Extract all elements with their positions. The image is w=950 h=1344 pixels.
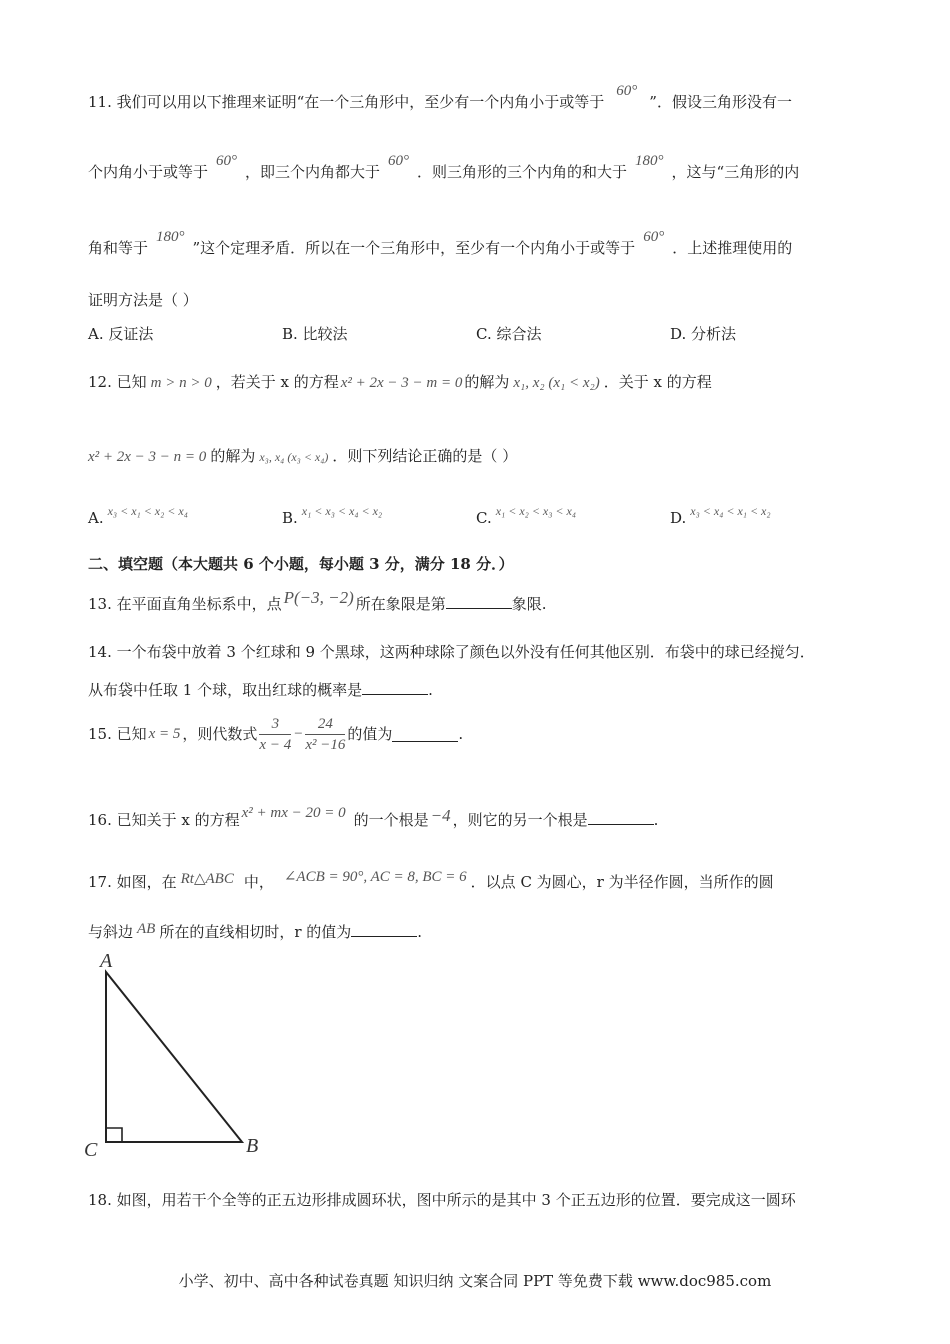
fraction (305, 714, 345, 755)
math-expr: Rt△ABC (180, 871, 234, 887)
option-label: B. (282, 509, 298, 527)
q11-option-d: D. 分析法 (670, 325, 737, 343)
option-label: A. (88, 509, 104, 527)
q14-line-2 (88, 680, 433, 700)
answer-blank[interactable] (588, 810, 654, 825)
q15-line (88, 712, 463, 755)
math-expr: x = 5 (148, 726, 181, 742)
q17-line-2 (88, 922, 422, 943)
q17-line-1 (88, 869, 774, 893)
q17-text: 与斜边 (88, 923, 134, 941)
q12-text: 12. 已知 (88, 373, 147, 391)
math-angle: 60° (616, 83, 638, 99)
q11-text: ”这个定理矛盾．所以在一个三角形中，至少有一个内角小于或等于 (192, 239, 636, 257)
q12-text: ．则下列结论正确的是（ ） (332, 447, 518, 465)
math-expr: m > n > 0 (150, 375, 212, 391)
q12-line-1 (88, 372, 712, 393)
q11-option-b: B. 比较法 (282, 325, 348, 343)
fraction-numerator: 24 (305, 714, 345, 735)
answer-blank[interactable] (362, 680, 428, 695)
fraction-denominator: x − 4 (259, 736, 292, 753)
q16-text: 16. 已知关于 x 的方程 (88, 811, 240, 829)
triangle-figure (80, 948, 280, 1168)
q11-text: ，这与“三角形的内 (671, 163, 800, 181)
q11-line-1 (88, 83, 792, 113)
q11-text: ”．假设三角形没有一 (649, 93, 792, 111)
q12-text: 的解为 (210, 447, 256, 465)
triangle-abc (106, 972, 242, 1142)
q11-text: 11. 我们可以用以下推理来证明“在一个三角形中，至少有一个内角小于或等于 (88, 93, 605, 111)
q14-text: 从布袋中任取 1 个球，取出红球的概率是 (88, 681, 363, 699)
math-angle: 60° (216, 153, 238, 169)
q18-line-1: 18. 如图，用若干个全等的正五边形排成圆环状，图中所示的是其中 3 个正五边形的位置．要完成这一圆环 (88, 1191, 796, 1209)
q13-text: 13. 在平面直角坐标系中，点 (88, 595, 282, 613)
math-angle: 60° (388, 153, 410, 169)
answer-blank[interactable] (446, 594, 512, 609)
math-expr: x² + 2x − 3 − m = 0 (340, 375, 463, 391)
q15-text: 的值为 (347, 725, 393, 743)
q11-line-2 (88, 153, 800, 183)
q16-text: . (653, 811, 659, 829)
option-label: D. (670, 509, 687, 527)
q12-option-d (670, 500, 771, 527)
q17-text: ．以点 C 为圆心，r 为半径作圆，当所作的圆 (470, 873, 774, 891)
math-expr: P(−3, −2) (283, 588, 354, 607)
q11-option-a: A. 反证法 (88, 325, 154, 343)
math-expr: AB (137, 921, 156, 937)
q12-text: ，若关于 x 的方程 (215, 373, 339, 391)
q16-text: 的一个根是 (353, 811, 429, 829)
fraction-numerator: 3 (259, 714, 291, 735)
q11-line-3 (88, 229, 793, 259)
answer-blank[interactable] (351, 922, 417, 937)
fraction-denominator: x² −16 (305, 736, 346, 753)
q11-option-c: C. 综合法 (476, 325, 542, 343)
q16-text: ，则它的另一个根是 (452, 811, 588, 829)
q15-text: 15. 已知 (88, 725, 147, 743)
q12-option-a (88, 500, 188, 527)
q11-text: ．则三角形的三个内角的和大于 (417, 163, 628, 181)
q17-text: 中， (243, 873, 274, 891)
math-expr: x₃ < x₁ < x₂ < x₄ (107, 504, 188, 518)
math-angle: 180° (156, 229, 185, 245)
q16-line (88, 805, 659, 831)
math-expr: −4 (430, 806, 451, 825)
vertex-label-c: C (84, 1139, 98, 1161)
q12-text: 的解为 (464, 373, 510, 391)
q11-text: 角和等于 (88, 239, 149, 257)
q13-text: 所在象限是第 (355, 595, 446, 613)
math-expr: x₃ < x₄ < x₁ < x₂ (690, 504, 771, 518)
math-expr: x₁ < x₂ < x₃ < x₄ (495, 504, 577, 518)
q13-line (88, 588, 547, 614)
vertex-label-b: B (246, 1135, 259, 1157)
q12-text: ．关于 x 的方程 (603, 373, 712, 391)
q13-text: 象限. (511, 595, 547, 613)
q17-text: . (417, 923, 423, 941)
q12-line-2 (88, 446, 517, 467)
q11-text: ，即三个内角都大于 (245, 163, 381, 181)
q12-option-b (282, 500, 383, 527)
page-footer: 小学、初中、高中各种试卷真题 知识归纳 文案合同 PPT 等免费下载 www.doc985.com (178, 1272, 772, 1290)
math-expr: ∠ACB = 90°, AC = 8, BC = 6 (283, 869, 467, 885)
q11-line-4: 证明方法是（ ） (88, 291, 198, 309)
math-angle: 60° (643, 229, 665, 245)
right-angle-mark (106, 1128, 122, 1142)
q17-text: 17. 如图，在 (88, 873, 177, 891)
math-angle: 180° (635, 153, 664, 169)
q12-option-c (476, 500, 577, 527)
q11-text: ．上述推理使用的 (672, 239, 793, 257)
answer-blank[interactable] (392, 727, 458, 742)
option-label: C. (476, 509, 492, 527)
vertex-label-a: A (100, 950, 113, 972)
math-expr: x² + 2x − 3 − n = 0 (88, 449, 207, 465)
section-heading: 二、填空题（本大题共 6 个小题，每小题 3 分，满分 18 分．） (88, 555, 514, 573)
q17-text: 所在的直线相切时，r 的值为 (159, 923, 352, 941)
math-expr: x₁ < x₃ < x₄ < x₂ (301, 504, 383, 518)
math-expr: x₃, x₄ (x₃ < x₄) (259, 450, 329, 464)
q14-line-1: 14. 一个布袋中放着 3 个红球和 9 个黑球，这两种球除了颜色以外没有任何其他区别．布袋中的球已经搅匀． (88, 643, 815, 661)
fraction (259, 714, 291, 755)
q15-text: . (458, 725, 464, 743)
math-expr: x² + mx − 20 = 0 (241, 805, 346, 821)
q14-text: . (428, 681, 433, 699)
q15-text: ，则代数式 (182, 725, 258, 743)
math-expr: x₁, x₂ (x₁ < x₂) (513, 375, 600, 391)
q11-text: 个内角小于或等于 (88, 163, 209, 181)
minus-sign: − (293, 726, 304, 742)
